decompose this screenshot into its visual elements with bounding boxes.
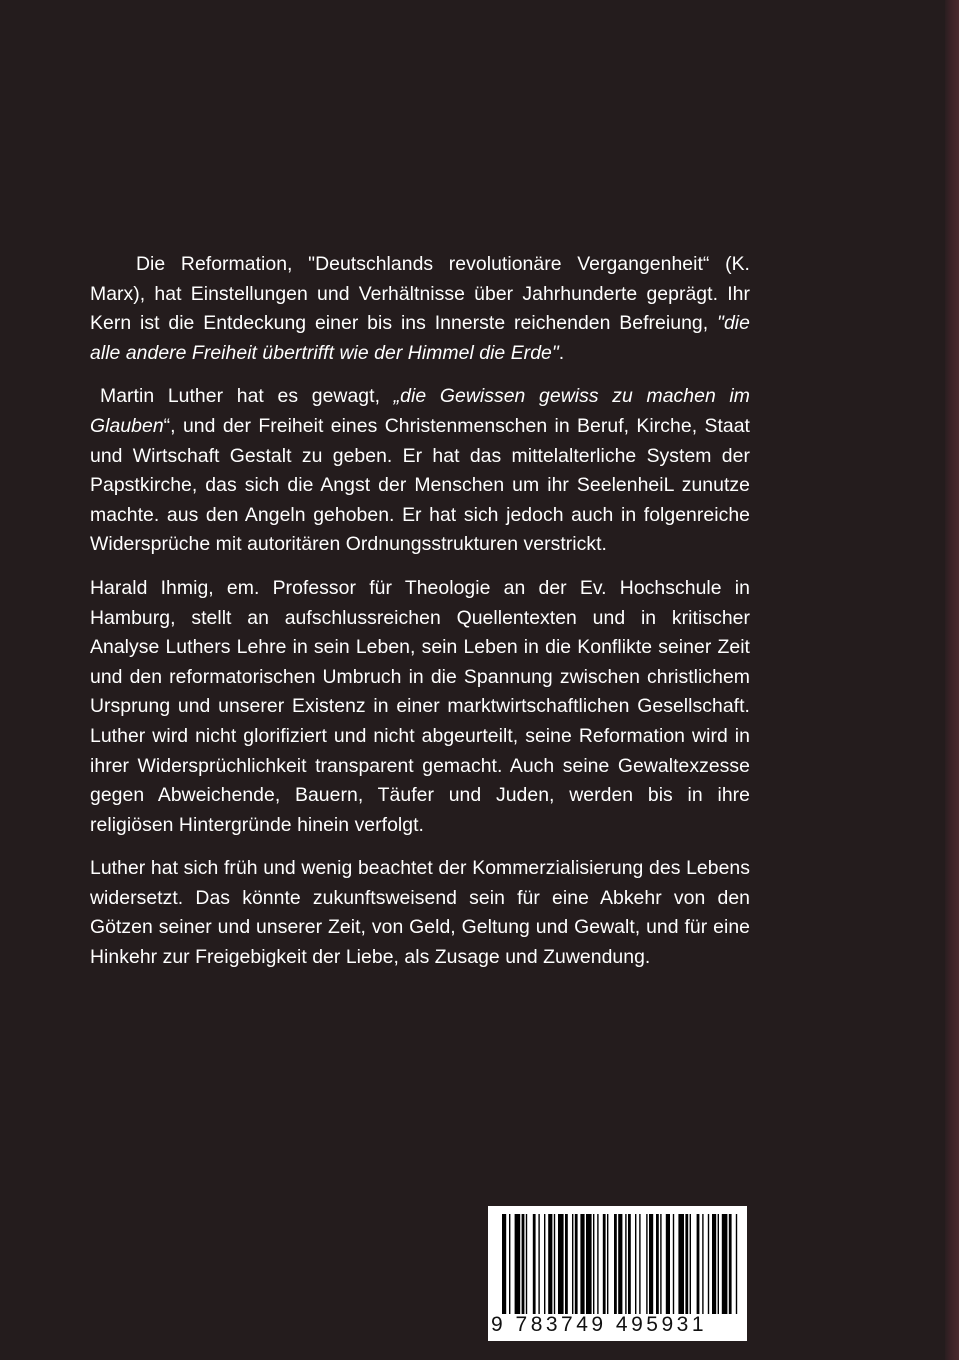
- isbn-digits: 9 783749 495931: [491, 1313, 707, 1336]
- barcode-bar: [628, 1214, 631, 1314]
- barcode-bar: [607, 1214, 608, 1314]
- barcode-bar: [678, 1214, 684, 1314]
- barcode-bar: [722, 1214, 728, 1314]
- p2-rest: “, und der Freiheit eines Christenmenschen in Beruf, Kirche, Staat und Wirtschaft Gestalt zu geben. Er hat das mittelalterliche System der Papstkirche, das sich die Angst der Menschen um ihr SeelenheiL zunutze machte. aus den Angeln gehoben. Er hat sich jedoch auch in folgenreiche Widersprüche mit autoritären Ordnungsstrukturen verstrickt.: [90, 414, 750, 556]
- barcode-bar: [572, 1214, 573, 1314]
- barcode-bar: [729, 1214, 732, 1314]
- blurb-text: [90, 250, 750, 973]
- barcode-bar: [597, 1214, 598, 1314]
- barcode-bar: [575, 1214, 578, 1314]
- isbn-barcode: [488, 1206, 747, 1341]
- barcode-bar: [603, 1214, 606, 1314]
- barcode-bar: [593, 1214, 594, 1314]
- barcode-bar: [502, 1214, 506, 1314]
- barcode-bar: [586, 1214, 592, 1314]
- p2-quote: „die Gewissen gewiss zu machen im Glauben: [90, 385, 750, 437]
- barcode-bar: [673, 1214, 674, 1314]
- p1-end: .: [558, 341, 565, 364]
- barcode-bars: [488, 1206, 747, 1314]
- blurb-paragraph-1: [90, 250, 750, 368]
- p1-lead: Die Reformation, "Deutschlands revolutionäre Vergangenheit“ (K. Marx), hat Einstellungen und Verhältnisse über Jahrhunderte geprägt. Ihr Kern ist die Entdeckung einer bis ins Innerste reichenden Befreiung,: [90, 253, 750, 335]
- barcode-bar: [666, 1214, 670, 1314]
- barcode-bar: [708, 1214, 709, 1314]
- p2-lead: Martin Luther hat es gewagt,: [100, 385, 394, 408]
- barcode-bar: [614, 1214, 617, 1314]
- barcode-bar: [558, 1214, 564, 1314]
- barcode-bar: [690, 1214, 691, 1314]
- barcode-bar: [515, 1214, 521, 1314]
- barcode-bar: [639, 1214, 640, 1314]
- barcode-bar: [712, 1214, 716, 1314]
- barcode-bar: [702, 1214, 703, 1314]
- barcode-bar: [646, 1214, 647, 1314]
- p1-quote: "die alle andere Freiheit übertrifft wie der Himmel die Erde": [90, 312, 750, 364]
- barcode-bar: [685, 1214, 688, 1314]
- spine-edge: [945, 0, 959, 1360]
- barcode-bar: [554, 1214, 555, 1314]
- blurb-paragraph-4: Luther hat sich früh und wenig beachtet der Kommerzialisierung des Lebens widersetzt. Das könnte zukunftsweisend sein für eine Abkehr von den Götzen seiner und unserer Zeit, von Geld, Geltung und Gewalt, und für eine Hinkehr zur Freigebigkeit der Liebe, als Zusage und Zuwendung.: [90, 857, 750, 969]
- barcode-bar: [697, 1214, 700, 1314]
- barcode-bar: [538, 1214, 539, 1314]
- barcode-bar: [548, 1214, 552, 1314]
- barcode-bar: [736, 1214, 737, 1314]
- barcode-bar: [580, 1214, 584, 1314]
- barcode-bar: [635, 1214, 636, 1314]
- barcode-bar: [660, 1214, 661, 1314]
- barcode-bar: [625, 1214, 626, 1314]
- blurb-paragraph-2: [90, 382, 750, 560]
- barcode-bar: [522, 1214, 525, 1314]
- barcode-bar: [656, 1214, 659, 1314]
- barcode-bar: [544, 1214, 545, 1314]
- barcode-bar: [649, 1214, 653, 1314]
- barcode-bar: [618, 1214, 622, 1314]
- barcode-bar: [533, 1214, 536, 1314]
- barcode-bar: [526, 1214, 527, 1314]
- blurb-paragraph-3: Harald Ihmig, em. Professor für Theologie an der Ev. Hochschule in Hamburg, stellt an aufschlussreichen Quellentexten und in kritischer Analyse Luthers Lehre in sein Leben, sein Leben in die Konflikte seiner Zeit und den reformatorischen Umbruch in die Spannung zwischen christlichem Ursprung und unserer Existenz in einer marktwirtschaftlichen Gesellschaft. Luther wird nicht glorifiziert und nicht abgeurteilt, seine Reformation wird in ihrer Widersprüchlichkeit transparent gemacht. Auch seine Gewaltexzesse gegen Abweichende, Bauern, Täufer und Juden, werden bis in ihre religiösen Hintergründe hinein verfolgt.: [90, 576, 750, 836]
- barcode-bar: [565, 1214, 568, 1314]
- barcode-bar: [718, 1214, 719, 1314]
- barcode-bar: [509, 1214, 510, 1314]
